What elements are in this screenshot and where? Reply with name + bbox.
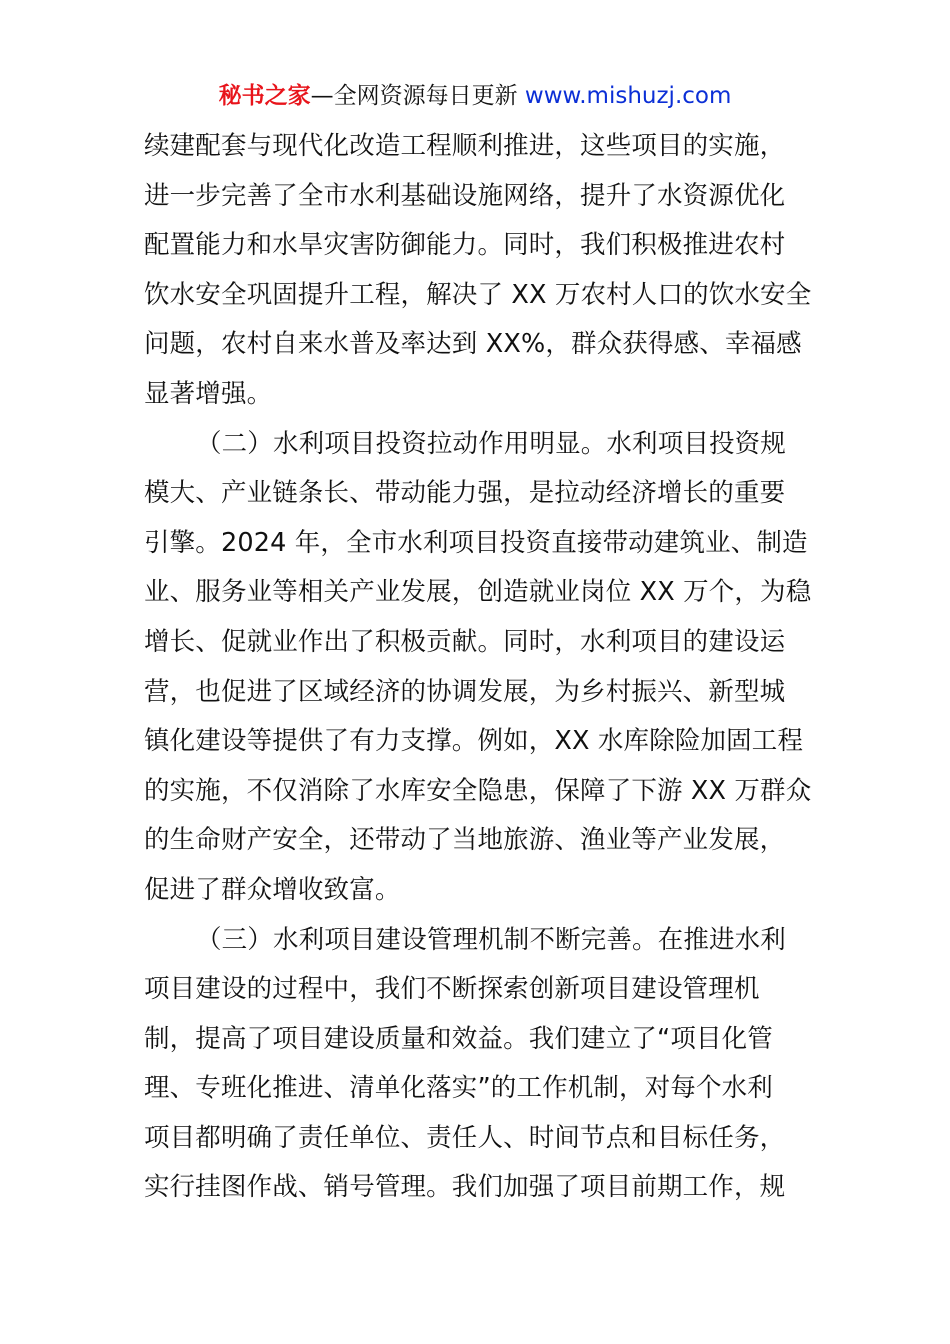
text-line: 促进了群众增收致富。 bbox=[144, 874, 401, 905]
text-line: 项目建设的过程中，我们不断探索创新项目建设管理机 bbox=[144, 974, 760, 1005]
text-line: 增长、促就业作出了积极贡献。同时，水利项目的建设运 bbox=[144, 626, 786, 657]
section-heading-line: （二）水利项目投资拉动作用明显。水利项目投资规 bbox=[196, 428, 786, 459]
document-body bbox=[144, 122, 812, 1213]
text-line: 问题，农村自来水普及率达到 XX%，群众获得感、幸福感 bbox=[144, 329, 802, 360]
text-line: 实行挂图作战、销号管理。我们加强了项目前期工作，规 bbox=[144, 1172, 786, 1203]
text-line: 项目都明确了责任单位、责任人、时间节点和目标任务， bbox=[144, 1122, 786, 1153]
page-header bbox=[0, 80, 950, 112]
text-line: 镇化建设等提供了有力支撑。例如，XX 水库除险加固工程 bbox=[144, 726, 804, 757]
text-line: 业、服务业等相关产业发展，创造就业岗位 XX 万个，为稳 bbox=[144, 577, 812, 608]
text-line: 的生命财产安全，还带动了当地旅游、渔业等产业发展， bbox=[144, 825, 786, 856]
text-line: 进一步完善了全市水利基础设施网络，提升了水资源优化 bbox=[144, 180, 786, 211]
text-line: 的实施，不仅消除了水库安全隐患，保障了下游 XX 万群众 bbox=[144, 775, 812, 806]
header-tagline: —全网资源每日更新 bbox=[310, 83, 518, 109]
brand-name: 秘书之家 bbox=[218, 83, 311, 109]
text-line: 饮水安全巩固提升工程，解决了 XX 万农村人口的饮水安全 bbox=[144, 279, 812, 310]
text-line: 制，提高了项目建设质量和效益。我们建立了“项目化管 bbox=[144, 1023, 773, 1054]
text-line: 模大、产业链条长、带动能力强，是拉动经济增长的重要 bbox=[144, 478, 786, 509]
text-line: 营，也促进了区域经济的协调发展，为乡村振兴、新型城 bbox=[144, 676, 786, 707]
text-line: 显著增强。 bbox=[144, 378, 273, 409]
website-link[interactable]: www.mishuzj.com bbox=[524, 83, 732, 109]
text-line: 配置能力和水旱灾害防御能力。同时，我们积极推进农村 bbox=[144, 230, 786, 261]
text-line: 续建配套与现代化改造工程顺利推进，这些项目的实施， bbox=[144, 131, 786, 161]
section-heading-line: （三）水利项目建设管理机制不断完善。在推进水利 bbox=[196, 924, 786, 955]
text-line: 理、专班化推进、清单化落实”的工作机制，对每个水利 bbox=[144, 1073, 773, 1104]
text-line: 引擎。2024 年，全市水利项目投资直接带动建筑业、制造 bbox=[144, 527, 808, 558]
